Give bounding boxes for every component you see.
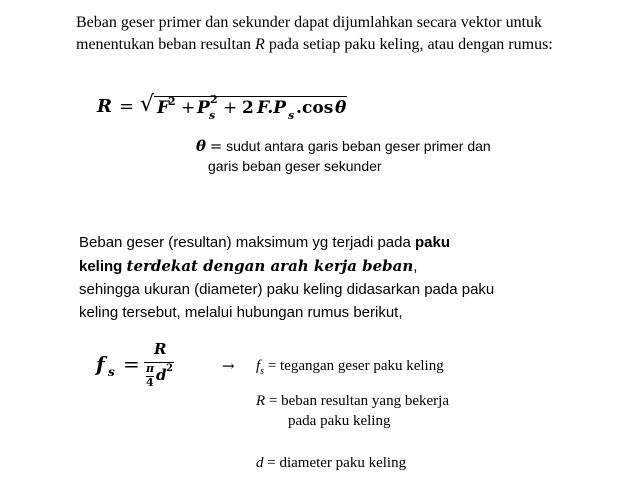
formula1-f: F: [157, 98, 170, 118]
paragraph-line-4: keling tersebut, melalui hubungan rumus berikut,: [79, 304, 403, 321]
formula1-p-sub: s: [209, 109, 216, 122]
legend-fs-text: = tegangan geser paku keling: [267, 358, 444, 374]
legend-d-text: = diameter paku keling: [267, 455, 407, 471]
paragraph-line-2-end: ,: [413, 258, 418, 275]
theta-symbol: θ: [196, 137, 207, 155]
paragraph-bold-keling: keling: [79, 258, 127, 275]
formula2-numerator: R: [154, 340, 167, 358]
formula1-lhs: R: [97, 96, 112, 117]
paragraph-line-1: [79, 234, 450, 251]
formula1-theta: θ: [335, 98, 347, 118]
formula2-d-sq: 2: [166, 363, 173, 374]
theta-definition-line-1: [196, 137, 491, 156]
legend-d-var: d: [256, 455, 264, 471]
legend-fs-var: f: [256, 358, 261, 374]
intro-line-1: Beban geser primer dan sekunder dapat dijumlahkan secara vektor untuk: [76, 14, 543, 31]
formula-shear-stress: [96, 338, 216, 398]
formula2-eq: =: [123, 352, 140, 376]
legend-r-text: = beban resultan yang bekerja: [268, 393, 449, 409]
arrow-icon: →: [222, 357, 235, 375]
legend-fs-sub: s: [260, 366, 265, 377]
sqrt-bar: [154, 96, 347, 97]
formula1-two: 2: [242, 98, 254, 118]
theta-eq: =: [209, 137, 223, 155]
formula1-plus-1: +: [181, 98, 196, 118]
formula1-p-sq: 2: [210, 93, 218, 106]
theta-definition-line-2: garis beban geser sekunder: [208, 158, 382, 174]
legend-r: [256, 393, 449, 410]
formula1-p: P: [197, 98, 210, 118]
legend-d: [256, 455, 406, 472]
intro-var-r: R: [255, 36, 265, 53]
formula1-eq: =: [119, 96, 135, 117]
intro-line-2: [76, 36, 553, 54]
paragraph-line-2: [79, 257, 417, 275]
formula1-cos: cos: [302, 98, 334, 118]
formula1-f-sq: 2: [168, 95, 176, 108]
formula1-plus-2: +: [223, 98, 238, 118]
formula-resultant: [97, 88, 357, 124]
formula1-fp: F.P: [257, 98, 287, 118]
formula2-four: 4: [146, 376, 154, 389]
intro-line-2-a: menentukan beban resultan: [76, 36, 256, 53]
paragraph-line-1-a: Beban geser (resultan) maksimum yg terjadi pada: [79, 234, 415, 251]
legend-fs: [256, 358, 444, 377]
formula1-dot: .: [296, 98, 302, 118]
intro-line-2-b: pada setiap paku keling, atau dengan rumus:: [264, 36, 553, 53]
formula2-d: d: [156, 366, 167, 384]
formula2-f-sub: s: [108, 365, 115, 379]
paragraph-bold-paku: paku: [415, 234, 451, 251]
sqrt-symbol: √: [140, 92, 155, 117]
formula1-fp-sub: s: [288, 109, 295, 122]
formula2-pi: π: [146, 362, 155, 375]
paragraph-emphasis: terdekat dengan arah kerja beban: [126, 257, 414, 275]
paragraph-line-3: sehingga ukuran (diameter) paku keling didasarkan pada paku: [79, 281, 495, 298]
theta-def-text-1: sudut antara garis beban geser primer dan: [226, 138, 491, 154]
legend-r-var: R: [256, 393, 266, 409]
formula2-f: f: [96, 352, 105, 376]
legend-r-line-2: pada paku keling: [288, 413, 391, 429]
